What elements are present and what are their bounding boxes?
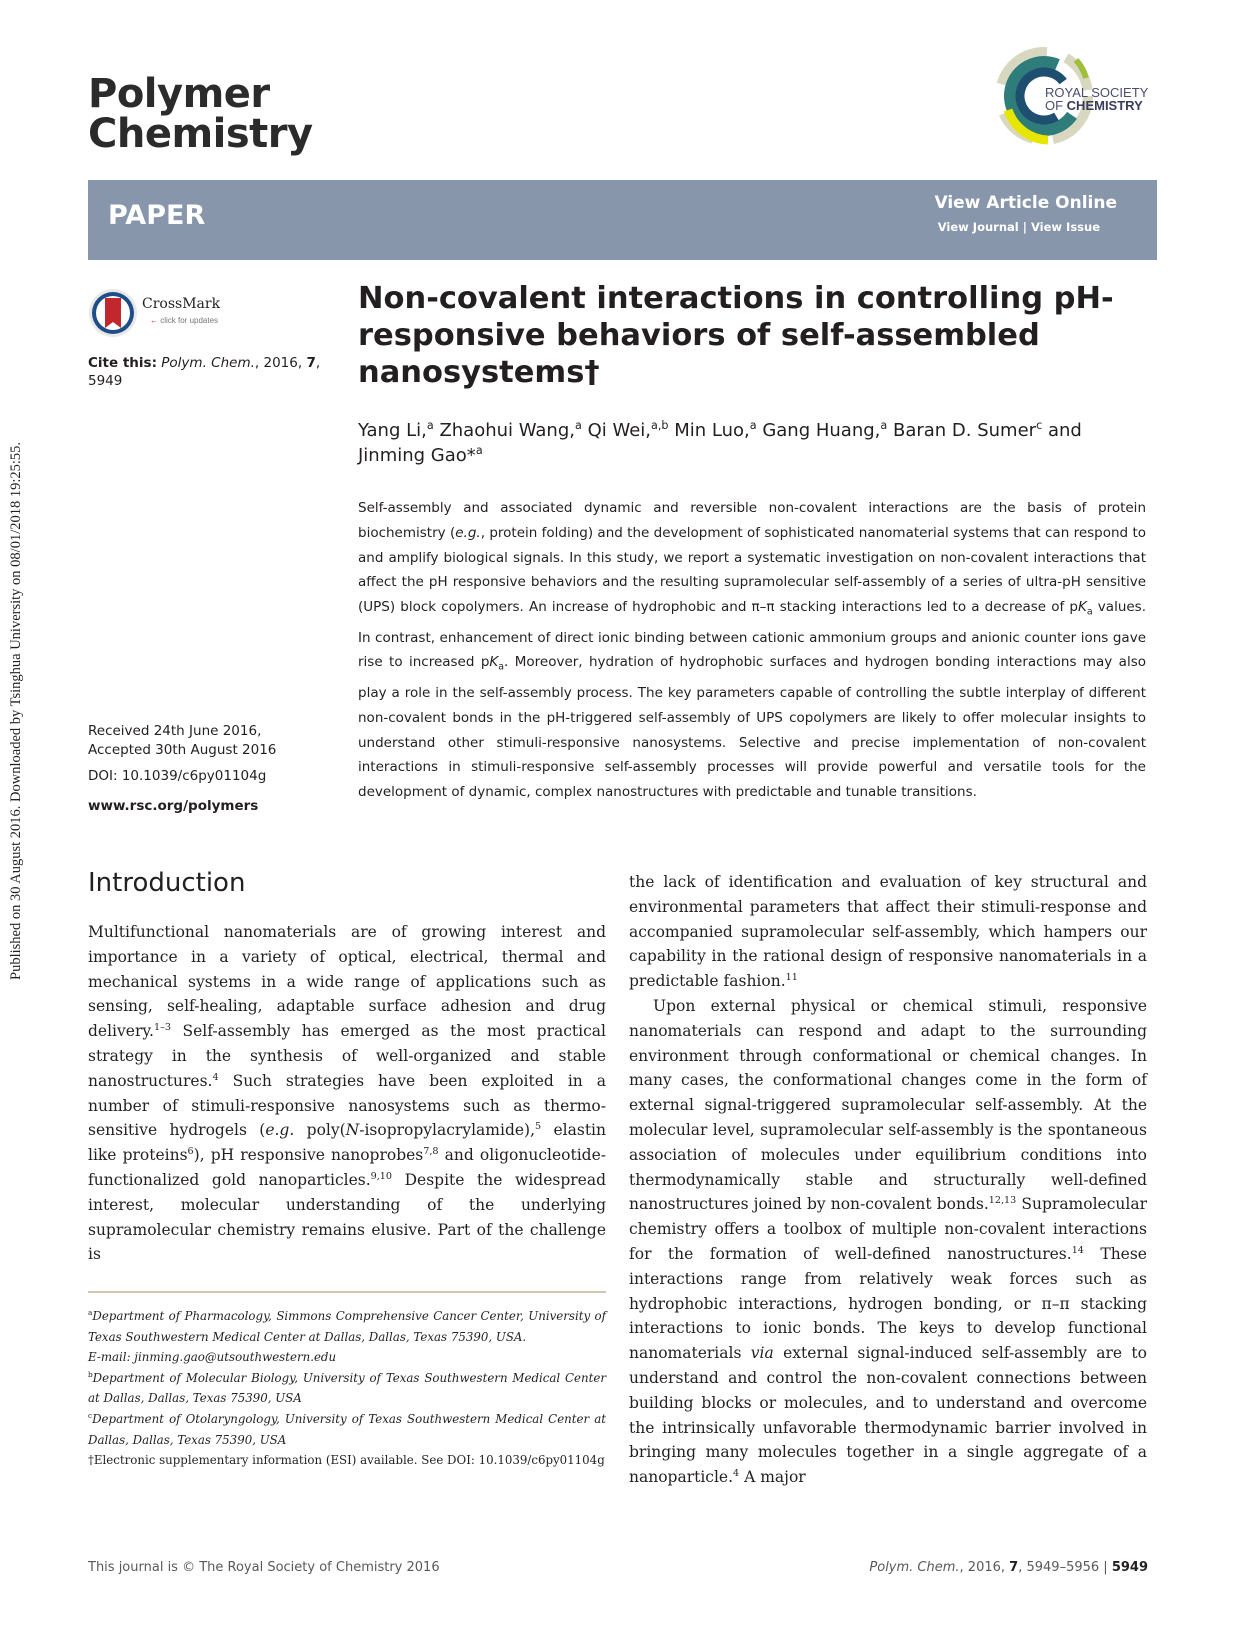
author: Baran D. Sumer <box>892 420 1037 441</box>
cite-page: 5949 <box>88 373 123 389</box>
abstract-text: Self-assembly and associated dynamic and reversible non-covalent interactions are the basis of protein biochemistry ( <box>358 500 1146 541</box>
publication-stamp: Published on 30 August 2016. Downloaded by Tsinghua University on 08/01/2018 19:25:55. <box>8 441 24 980</box>
article-type-label: PAPER <box>108 200 206 231</box>
body-text: Multifunctional nanomaterials are of growing interest and importance in a variety of optical, electrical, thermal and mechanical systems in a wide range of applications such as sensing, self-healing, adaptable surface adhesion and drug delivery. <box>88 923 606 1041</box>
footer-citation <box>869 1560 1148 1575</box>
footnote-divider <box>88 1291 606 1293</box>
journal-title-line2: Chemistry <box>88 111 313 157</box>
body-text: and oligonucleotide-functionalized gold nanoparticles. <box>88 1146 606 1189</box>
abstract-text: , protein folding) and the development of sophisticated nanomaterial systems that can respond to and amplify biological signals. In this study, we report a systematic investigation on non-covalent interactions that affect the pH responsive behaviors and the resulting supramolecular self-assembly of a series of ultra-pH sensitive (UPS) block copolymers. An increase of hydrophobic and π–π stacking interactions led to a decrease of p <box>358 524 1146 616</box>
received-date: Received 24th June 2016, <box>88 723 262 739</box>
body-text: Upon external physical or chemical stimuli, responsive nanomaterials can respond and adapt to the surrounding environment through conformational or chemical changes. In many cases, the conformational changes come in the form of external signal-triggered supramolecular self-assembly. At the molecular level, supramolecular self-assembly is the spontaneous association of molecules under equilibrium conditions into thermodynamically stable and structurally well-defined nanostructures joined by non-covalent bonds. <box>629 996 1147 1214</box>
footer-journal: Polym. Chem. <box>869 1560 960 1575</box>
arrow-left-icon: ← <box>150 316 161 325</box>
author-affiliation: a <box>575 419 582 432</box>
footnote-esi: †Electronic supplementary information (ESI) available. See DOI: 10.1039/c6py01104g <box>88 1453 605 1468</box>
footnote-marker: b <box>88 1369 93 1379</box>
doi[interactable]: DOI: 10.1039/c6py01104g <box>88 768 267 784</box>
author: Gang Huang, <box>762 420 881 441</box>
paragraph <box>629 994 1147 1490</box>
body-text: ), pH responsive nanoprobes <box>193 1146 424 1165</box>
pka-subscript: a <box>498 662 505 674</box>
footnote-affiliation-b <box>88 1368 606 1409</box>
footer-separator: | <box>1099 1560 1112 1575</box>
footnote-affiliation-a <box>88 1306 606 1347</box>
page-number: 5949 <box>1111 1560 1148 1575</box>
footnote-email <box>88 1347 606 1368</box>
body-text: Self-assembly has emerged as the most practical strategy in the synthesis of well-organized and stable nanostructures. <box>88 1022 606 1090</box>
cite-comma-2: , <box>315 355 321 371</box>
article-type-banner <box>88 180 1157 260</box>
author-affiliation: a <box>749 419 757 432</box>
cite-label: Cite this: <box>88 355 157 371</box>
crossmark-sub-text: click for updates <box>160 316 219 325</box>
reference-marker[interactable]: 9,10 <box>370 1170 393 1182</box>
footer-year: , 2016, <box>959 1560 1010 1575</box>
body-text: Supramolecular chemistry offers a toolbox of multiple non-covalent interactions for the formation of well-defined nanostructures. <box>629 1195 1147 1263</box>
link-separator: | <box>1022 220 1027 234</box>
author-affiliation: a <box>475 444 483 457</box>
cite-year: 2016, <box>263 355 303 371</box>
footer-copyright: This journal is © The Royal Society of Chemistry 2016 <box>88 1560 440 1575</box>
author: Zhaohui Wang, <box>439 420 575 441</box>
article-title: Non-covalent interactions in controlling pH-responsive behaviors of self-assembled nanosystems† <box>358 281 1114 390</box>
view-links <box>938 220 1100 234</box>
cite-journal: Polym. Chem. <box>161 355 255 371</box>
view-journal-link[interactable]: View Journal <box>937 220 1019 234</box>
rsc-wordmark-bold: CHEMISTRY <box>1066 98 1143 113</box>
author: Jinming Gao* <box>358 445 476 466</box>
journal-website-link[interactable]: www.rsc.org/polymers <box>88 798 259 814</box>
crossmark-label[interactable]: CrossMark <box>142 296 221 312</box>
crossmark-sublabel[interactable] <box>150 316 218 325</box>
footnote-text: Department of Molecular Biology, University of Texas Southwestern Medical Center at Dallas, Dallas, Texas 75390, USA <box>88 1370 606 1406</box>
abstract-text: values. In contrast, enhancement of direct ionic binding between cationic ammonium groups and anionic counter ions gave rise to increased p <box>358 599 1147 671</box>
pka-symbol: K <box>489 654 499 671</box>
body-text: -isopropylacrylamide), <box>359 1121 536 1140</box>
body-column-right <box>629 870 1147 1490</box>
view-article-online-link[interactable]: View Article Online <box>934 193 1117 213</box>
accepted-date: Accepted 30th August 2016 <box>88 742 277 758</box>
author-affiliation: a <box>426 419 434 432</box>
footnote-affiliation-c <box>88 1409 606 1450</box>
rsc-wordmark-line1: ROYAL SOCIETY <box>1045 85 1149 100</box>
author-affiliation: a <box>880 419 888 432</box>
footer-volume: 7 <box>1009 1560 1019 1575</box>
cite-comma: , <box>254 355 264 371</box>
reference-marker[interactable]: 6 <box>187 1146 194 1158</box>
abstract <box>358 496 1146 805</box>
body-text: Despite the widespread interest, molecular understanding of the underlying supramolecular chemistry remains elusive. Part of the challenge is <box>88 1170 606 1264</box>
footnote-text: Department of Otolaryngology, University of Texas Southwestern Medical Center at Dallas, Dallas, Texas 75390, USA <box>88 1411 606 1447</box>
footnote-text: Department of Pharmacology, Simmons Comprehensive Cancer Center, University of Texas Southwestern Medical Center at Dallas, Dallas, Texas 75390, USA. <box>88 1309 606 1344</box>
author-list <box>358 418 1158 468</box>
author: Yang Li, <box>358 420 427 441</box>
pka-subscript: a <box>1086 606 1093 618</box>
body-text: These interactions range from relatively weak forces such as hydrophobic interactions, hydrogen bonding, or π–π stacking interactions to ionic bonds. The keys to develop functional nanomaterials <box>629 1244 1147 1363</box>
email-link[interactable]: E-mail: jinming.gao@utsouthwestern.edu <box>88 1350 337 1365</box>
paragraph <box>88 920 606 1267</box>
reference-marker[interactable]: 4 <box>212 1071 219 1083</box>
citation <box>88 354 328 390</box>
journal-title-line1: Polymer <box>88 71 270 117</box>
cite-volume: 7 <box>306 355 316 371</box>
reference-marker[interactable]: 12,13 <box>988 1195 1017 1207</box>
author: Qi Wei, <box>587 420 652 441</box>
body-text: external signal-induced self-assembly are to understand and control the non-covalent connections between building blocks or molecules, and to understand and overcome the intrinsically unfavorable thermodynamic barrier involved in bringing many molecules together in a single aggregate of a nanoparticle. <box>629 1344 1147 1487</box>
view-issue-link[interactable]: View Issue <box>1030 220 1100 234</box>
body-text: A major <box>739 1468 806 1487</box>
footnote-marker: c <box>88 1411 93 1421</box>
received-dates <box>88 722 328 760</box>
pka-symbol: K <box>1078 599 1087 616</box>
abstract-text: . Moreover, hydration of hydrophobic surfaces and hydrogen bonding interactions may also play a role in the self-assembly process. The key parameters capable of controlling the subtle interplay of different non-covalent bonds in the pH-triggered self-assembly of UPS copolymers are likely to offer molecular insights to understand other stimuli-responsive nanosystems. Selective and precise implementation of non-covalent interactions in stimuli-responsive self-assembly processes will provide powerful and versatile tools for the development of dynamic, complex nanostructures with predictable and tunable transitions. <box>358 654 1146 801</box>
journal-title <box>88 71 313 157</box>
author: Min Luo, <box>674 420 750 441</box>
rsc-wordmark-line2 <box>1045 99 1148 112</box>
author-affiliation: a,b <box>651 419 669 432</box>
footer-pages: , 5949–5956 <box>1018 1560 1100 1575</box>
abstract-italic: e.g. <box>455 524 481 541</box>
body-column-left <box>88 920 606 1267</box>
section-heading-introduction: Introduction <box>88 868 246 898</box>
footnote-marker: a <box>88 1308 93 1318</box>
reference-marker[interactable]: 4 <box>733 1467 740 1479</box>
paragraph <box>629 870 1147 994</box>
body-italic: N <box>345 1121 360 1140</box>
reference-marker[interactable]: 11 <box>785 972 798 984</box>
rsc-wordmark <box>1045 86 1148 112</box>
body-italic: via <box>750 1344 774 1363</box>
body-italic: e.g. <box>265 1121 295 1140</box>
reference-marker[interactable]: 5 <box>535 1121 542 1133</box>
body-text: elastin like proteins <box>88 1121 606 1165</box>
footnotes <box>88 1306 606 1471</box>
body-text: the lack of identification and evaluation of key structural and environmental parameters that affect their stimuli-response and accompanied supramolecular self-assembly, which hampers our capability in the rational design of responsive nanomaterials in a predictable fashion. <box>629 873 1147 991</box>
reference-marker[interactable]: 7,8 <box>423 1146 439 1158</box>
reference-marker[interactable]: 14 <box>1071 1244 1084 1256</box>
author-affiliation: c <box>1036 419 1043 432</box>
author-conjunction: and <box>1047 420 1082 441</box>
rsc-wordmark-prefix: OF <box>1045 98 1067 113</box>
body-text: Such strategies have been exploited in a number of stimuli-responsive nanosystems such as thermo-sensitive hydrogels ( <box>88 1071 606 1140</box>
body-text: poly( <box>294 1121 346 1140</box>
reference-marker[interactable]: 1–3 <box>153 1022 171 1034</box>
